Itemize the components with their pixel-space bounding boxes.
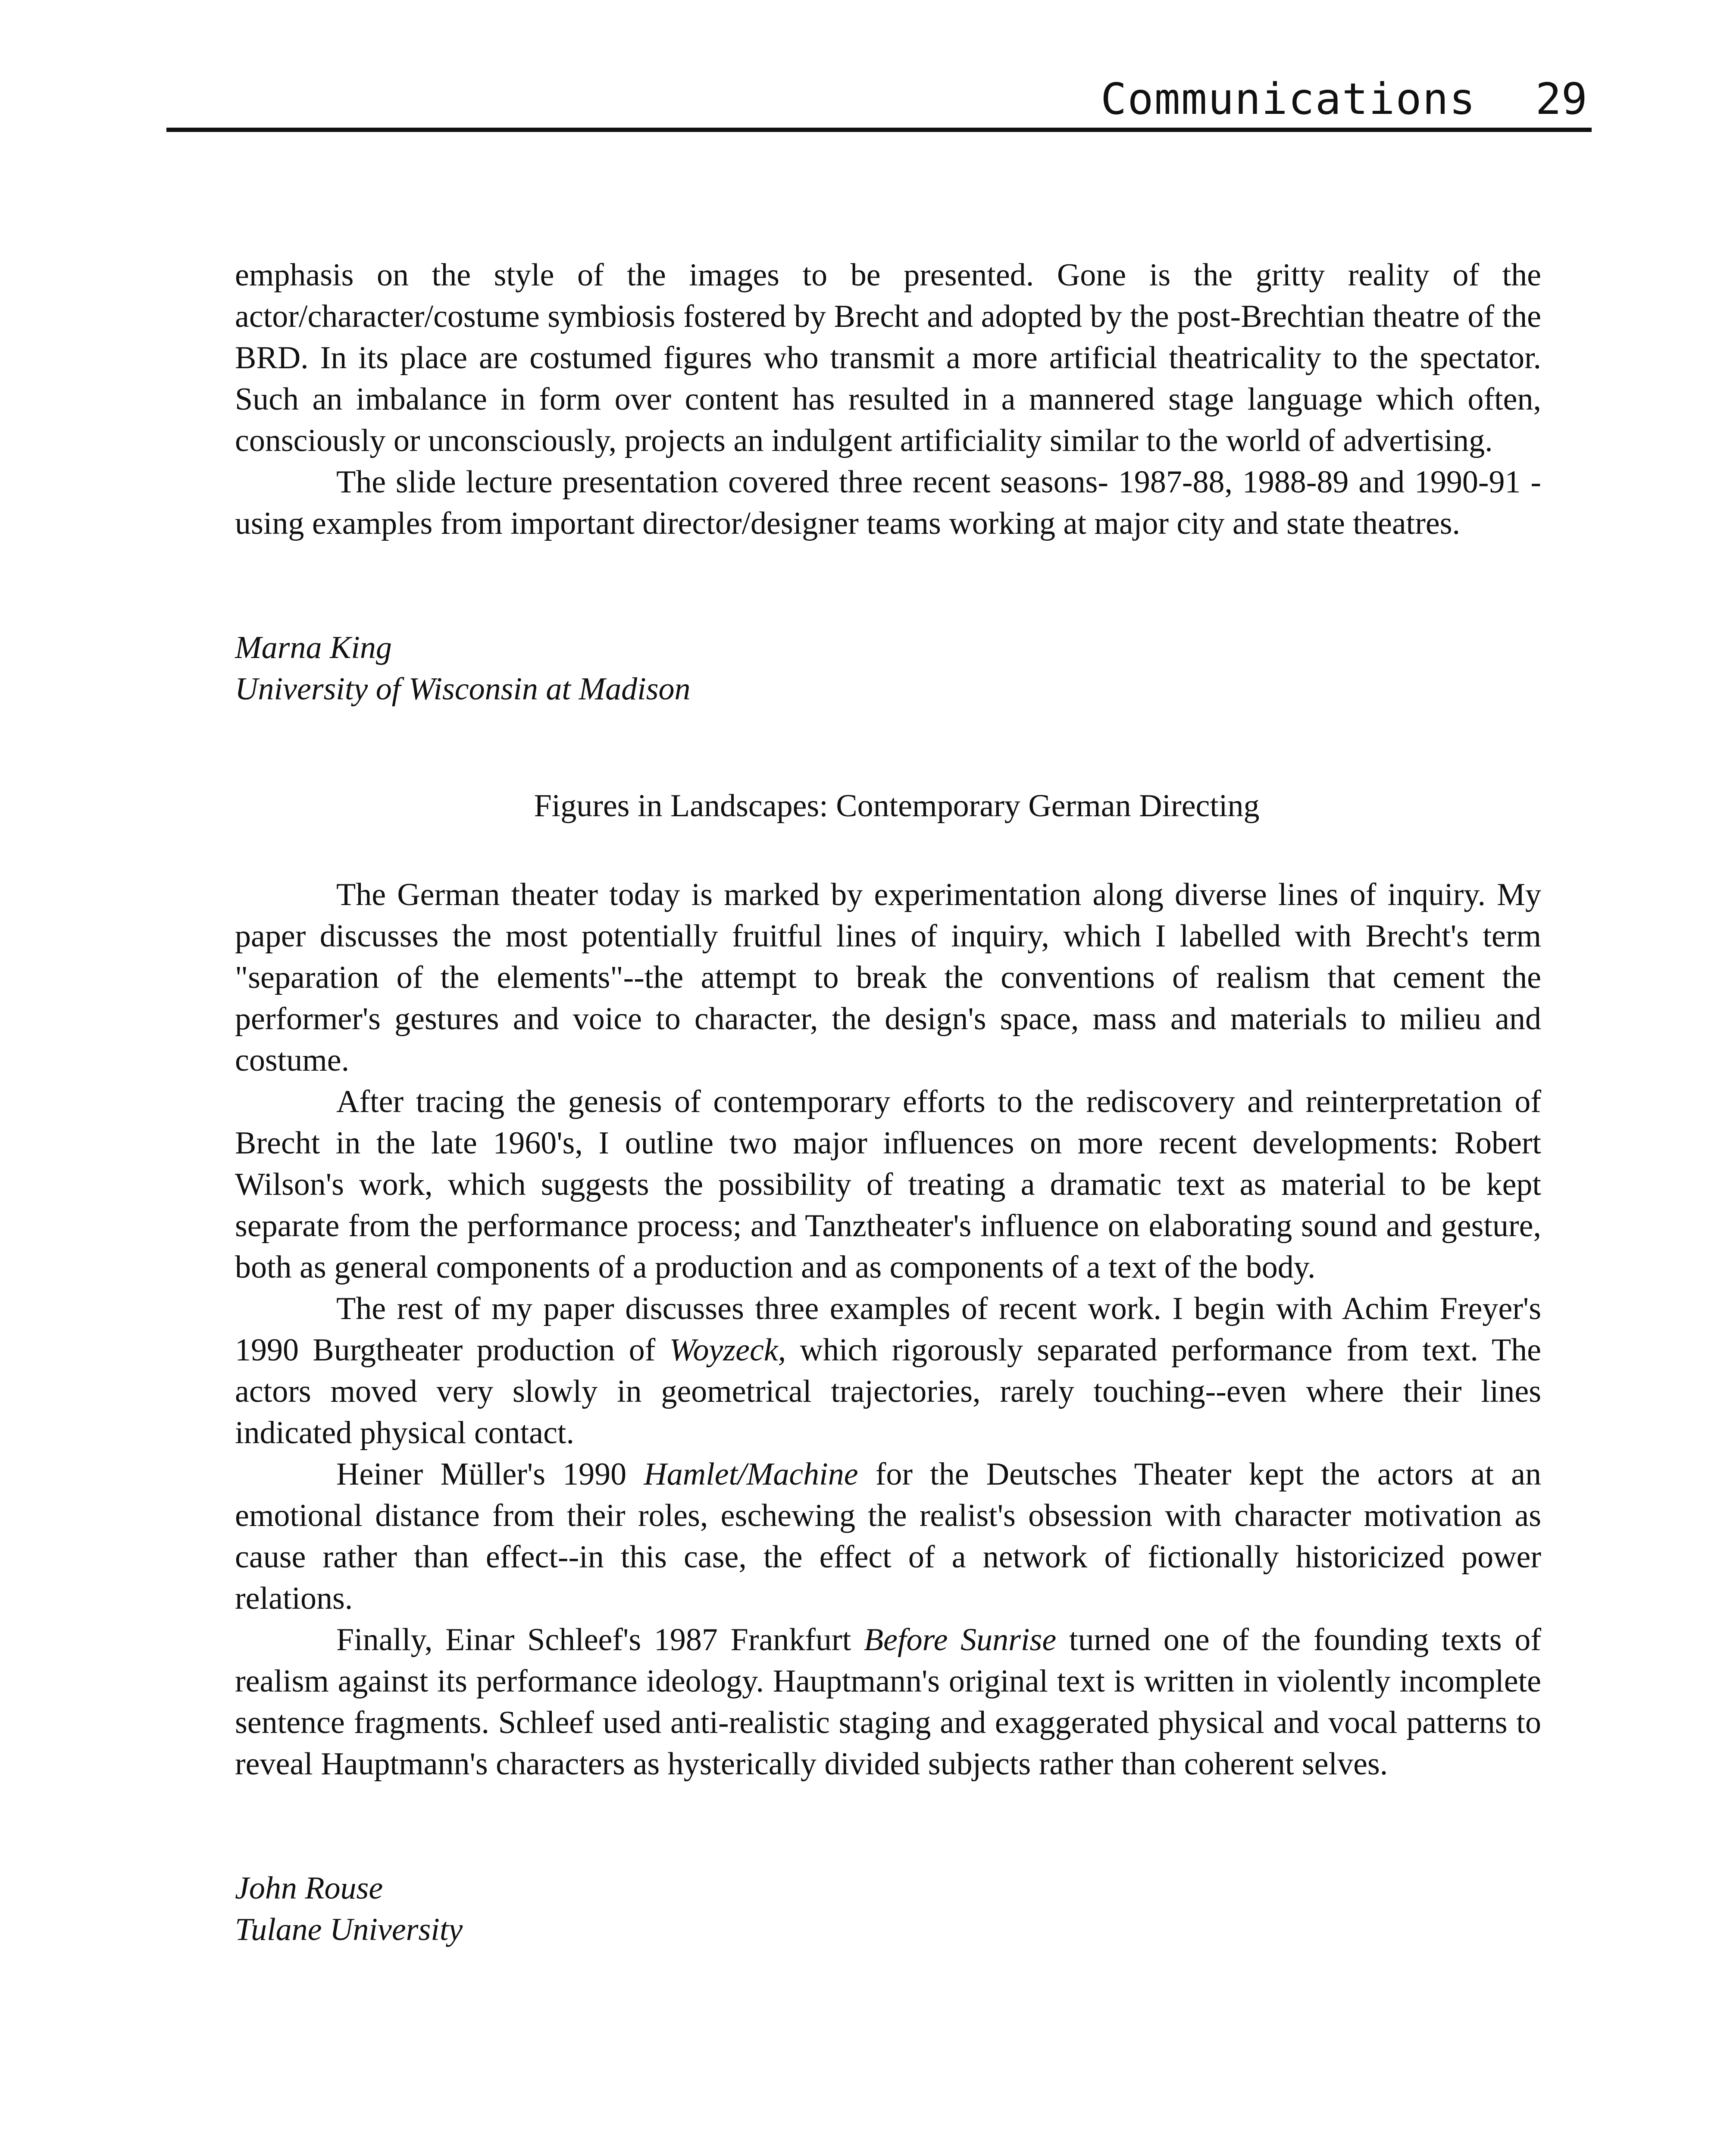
author-name: John Rouse <box>235 1871 383 1906</box>
page-number: 29 <box>1535 74 1587 124</box>
paragraph-text: which rigorously separated performance from text. The actors moved very slowly in geometrical trajectories, rarely touching--even where their lines indicated physical contact. <box>235 1332 1541 1451</box>
page-body <box>235 254 1541 1950</box>
author-name: Marna King <box>235 630 392 665</box>
paragraph-woyzeck <box>235 1288 1541 1454</box>
paragraph-text: Finally, Einar Schleef's 1987 Frankfurt <box>336 1622 864 1658</box>
paragraph-continued: emphasis on the style of the images to be presented. Gone is the gritty reality of the actor/character/costume symbiosis fostered by Brecht and adopted by the post-Brechtian theatre of the BRD. In its place are costumed figures who transmit a more artificial theatricality to the spectator. Such an imbalance in form over content has resulted in a mannered stage language which often, consciously or unconsciously, projects an indulgent artificiality similar to the world of advertising. <box>235 257 1541 458</box>
paragraph-text: The rest of my paper discusses three examples of recent work. I begin with Achim Freyer's 1990 Burgtheater production of <box>235 1291 1541 1368</box>
running-head-title: Communications <box>1101 74 1476 124</box>
spacer <box>235 1785 1541 1868</box>
section-title: Figures in Landscapes: Contemporary German Directing <box>534 788 1260 824</box>
paragraph-before-sunrise <box>235 1619 1541 1785</box>
paragraph-slide-lecture: The slide lecture presentation covered three recent seasons- 1987-88, 1988-89 and 1990-91 -using examples from important director/designer teams working at major city and state theatres. <box>235 464 1541 541</box>
work-title-woyzeck: Woyzeck, <box>669 1332 786 1368</box>
paragraph-text: Heiner Müller's 1990 <box>336 1457 644 1492</box>
paragraph-text: turned one of the founding texts of realism against its performance ideology. Hauptmann's original text is written in violently incomplete sentence fragments. Schleef used anti-realistic staging and exaggerated physical and vocal patterns to reveal Hauptmann's characters as hysterically divided subjects rather than coherent selves. <box>235 1622 1541 1782</box>
header-rule <box>166 128 1592 132</box>
work-title-before-sunrise: Before Sunrise <box>864 1622 1057 1658</box>
author-affiliation: Tulane University <box>235 1912 463 1947</box>
paragraph-german-theater: The German theater today is marked by experimentation along diverse lines of inquiry. My paper discusses the most potentially fruitful lines of inquiry, which I labelled with Brecht's term "separation of the elements"--the attempt to break the conventions of realism that cement the performer's gestures and voice to character, the design's space, mass and materials to milieu and costume. <box>235 877 1541 1078</box>
paragraph-genesis: After tracing the genesis of contemporary efforts to the rediscovery and reinterpretation of Brecht in the late 1960's, I outline two major influences on more recent developments: Robert Wilson's work, which suggests the possibility of treating a dramatic text as material to be kept separate from the performance process; and Tanztheater's influence on elaborating sound and gesture, both as general components of a production and as components of a text of the body. <box>235 1084 1541 1285</box>
work-title-hamlet-machine: Hamlet/Machine <box>644 1457 858 1492</box>
paragraph-text: for the Deutsches Theater kept the actors at an emotional distance from their roles, eschewing the realist's obsession with character motivation as cause rather than effect--in this case, the effect of a network of fictionally historicized power relations. <box>235 1457 1541 1616</box>
author-affiliation: University of Wisconsin at Madison <box>235 671 691 707</box>
running-head <box>166 67 1592 132</box>
spacer <box>235 710 1541 785</box>
paragraph-hamlet-machine <box>235 1454 1541 1619</box>
spacer <box>235 544 1541 627</box>
spacer <box>235 827 1541 874</box>
